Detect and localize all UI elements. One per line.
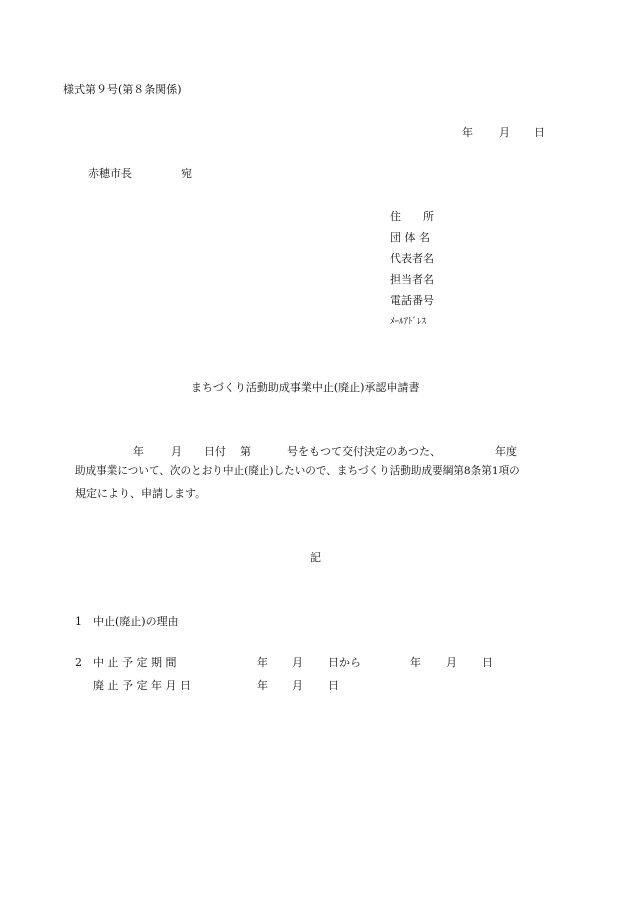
item-2-to-year: 年 — [410, 656, 421, 669]
body-number-suffix: 号をもつて交付決定のあつた、 — [287, 445, 441, 458]
item-1-number: 1 — [75, 615, 82, 628]
body-fiscal-year: 年度 — [495, 445, 517, 458]
field-organization-label: 団 体 名 — [390, 231, 430, 244]
field-representative-label: 代表者名 — [390, 252, 434, 265]
field-email-label: ﾒｰﾙｱﾄﾞﾚｽ — [390, 317, 427, 327]
item-2-date-year: 年 — [257, 679, 268, 692]
item-2-to-month: 月 — [446, 656, 457, 669]
field-address-label: 住 所 — [390, 210, 434, 223]
item-2-date-day: 日 — [328, 679, 339, 692]
item-2-from-day: 日から — [328, 656, 361, 669]
body-number-prefix: 第 — [240, 445, 251, 458]
date-day-label: 日 — [534, 126, 545, 139]
form-number-header: 様式第９号(第８条関係) — [63, 83, 182, 96]
document-title: まちづくり活動助成事業中止(廃止)承認申請書 — [191, 381, 420, 394]
item-2-period-label: 中 止 予 定 期 間 — [93, 656, 177, 669]
body-line-3: 規定により、申請します。 — [75, 487, 207, 500]
body-month: 月 — [171, 445, 182, 458]
addressee-suffix: 宛 — [181, 167, 192, 180]
item-2-from-month: 月 — [292, 656, 303, 669]
note-heading: 記 — [310, 551, 321, 564]
addressee-name: 赤穂市長 — [88, 167, 132, 180]
item-2-number: 2 — [75, 656, 82, 669]
body-line-2: 助成事業について、次のとおり中止(廃止)したいので、まちづくり活動助成要綱第8条第1項の — [75, 465, 520, 477]
body-year: 年 — [133, 445, 144, 458]
body-day-attached: 日付 — [204, 445, 226, 458]
date-year-label: 年 — [462, 126, 473, 139]
item-2-date-month: 月 — [292, 679, 303, 692]
item-2-from-year: 年 — [257, 656, 268, 669]
field-phone-label: 電話番号 — [390, 294, 434, 307]
item-1-label: 中止(廃止)の理由 — [93, 615, 179, 628]
item-2-to-day: 日 — [482, 656, 493, 669]
item-2-abolish-date-label: 廃 止 予 定 年 月 日 — [93, 679, 191, 692]
date-month-label: 月 — [499, 126, 510, 139]
field-contact-person-label: 担当者名 — [390, 273, 434, 286]
